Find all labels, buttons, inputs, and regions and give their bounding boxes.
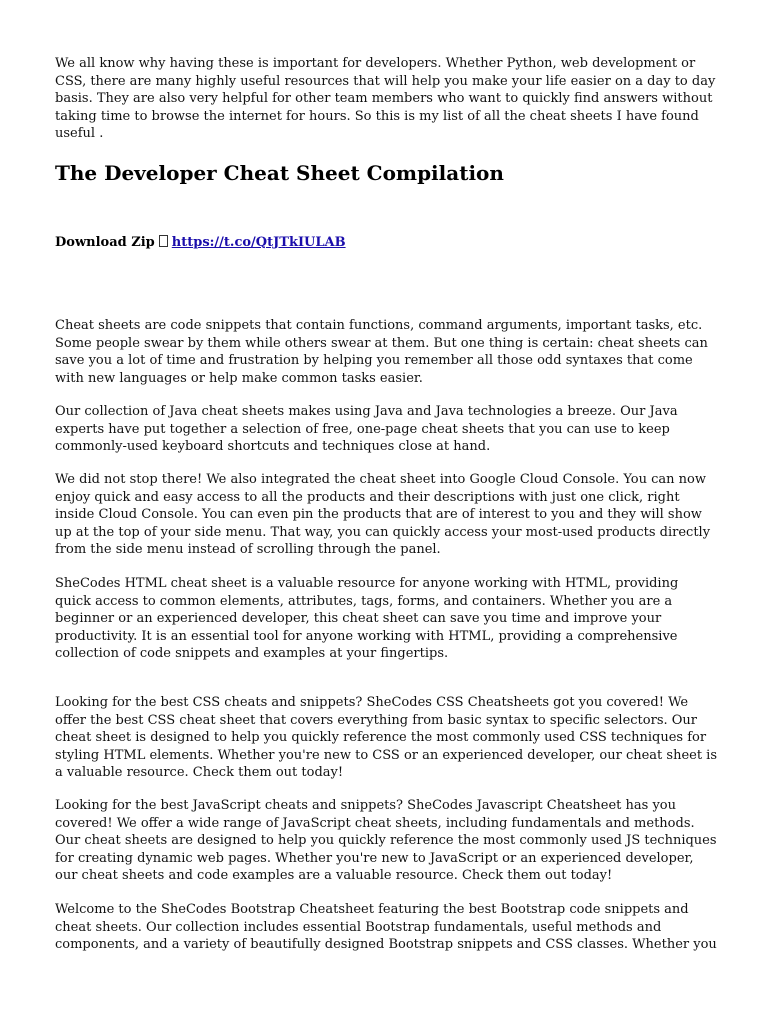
- download-link[interactable]: https://t.co/QtJTkIULAB: [171, 235, 346, 250]
- paragraph-bootstrap: Welcome to the SheCodes Bootstrap Cheatsheet featuring the best Bootstrap code snippets and cheat sheets. Our collection includes essential Bootstrap fundamentals, useful methods and components, and a variety of beautifully designed Bootstrap snippets and CSS classes. Whether you: [55, 902, 717, 953]
- download-line: [55, 234, 346, 252]
- paragraph-css: Looking for the best CSS cheats and snippets? SheCodes CSS Cheatsheets got you covered! We offer the best CSS cheat sheet that covers everything from basic syntax to specific selectors. Our cheat sheet is designed to help you quickly reference the most commonly used CSS techniques for styling HTML elements. Whether you're new to CSS or an experienced developer, our cheat sheet is a valuable resource. Check them out today!: [55, 695, 718, 781]
- paragraph-html: SheCodes HTML cheat sheet is a valuable resource for anyone working with HTML, providing quick access to common elements, attributes, tags, forms, and containers. Whether you are a beginner or an experienced developer, this cheat sheet can save you time and improve your productivity. It is an essential tool for anyone working with HTML, providing a comprehensive collection of code snippets and examples at your fingertips.: [55, 576, 679, 662]
- missing-glyph-icon: [159, 235, 168, 247]
- intro-paragraph: We all know why having these is important for developers. Whether Python, web development or CSS, there are many highly useful resources that will help you make your life easier on a day to day basis. They are also very helpful for other team members who want to quickly find answers without taking time to browse the internet for hours. So this is my list of all the cheat sheets I have found useful .: [55, 56, 716, 142]
- download-label: Download Zip: [55, 235, 155, 250]
- paragraph-javascript: Looking for the best JavaScript cheats and snippets? SheCodes Javascript Cheatsheet has you covered! We offer a wide range of JavaScript cheat sheets, including fundamentals and methods. Our cheat sheets are designed to help you quickly reference the most commonly used JS techniques for creating dynamic web pages. Whether you're new to JavaScript or an experienced developer, our cheat sheets and code examples are a valuable resource. Check them out today!: [55, 798, 717, 884]
- paragraph-google-cloud: We did not stop there! We also integrated the cheat sheet into Google Cloud Console. You can now enjoy quick and easy access to all the products and their descriptions with just one click, right inside Cloud Console. You can even pin the products that are of interest to you and they will show up at the top of your side menu. That way, you can quickly access your most-used products directly from the side menu instead of scrolling through the panel.: [55, 472, 711, 558]
- paragraph-java: Our collection of Java cheat sheets makes using Java and Java technologies a breeze. Our Java experts have put together a selection of free, one-page cheat sheets that you can use to keep commonly-used keyboard shortcuts and techniques close at hand.: [55, 404, 678, 455]
- page-title: The Developer Cheat Sheet Compilation: [55, 161, 504, 185]
- paragraph-cheat-sheets: Cheat sheets are code snippets that contain functions, command arguments, important tasks, etc. Some people swear by them while others swear at them. But one thing is certain: cheat sheets can save you a lot of time and frustration by helping you remember all those odd syntaxes that come with new languages or help make common tasks easier.: [55, 318, 708, 386]
